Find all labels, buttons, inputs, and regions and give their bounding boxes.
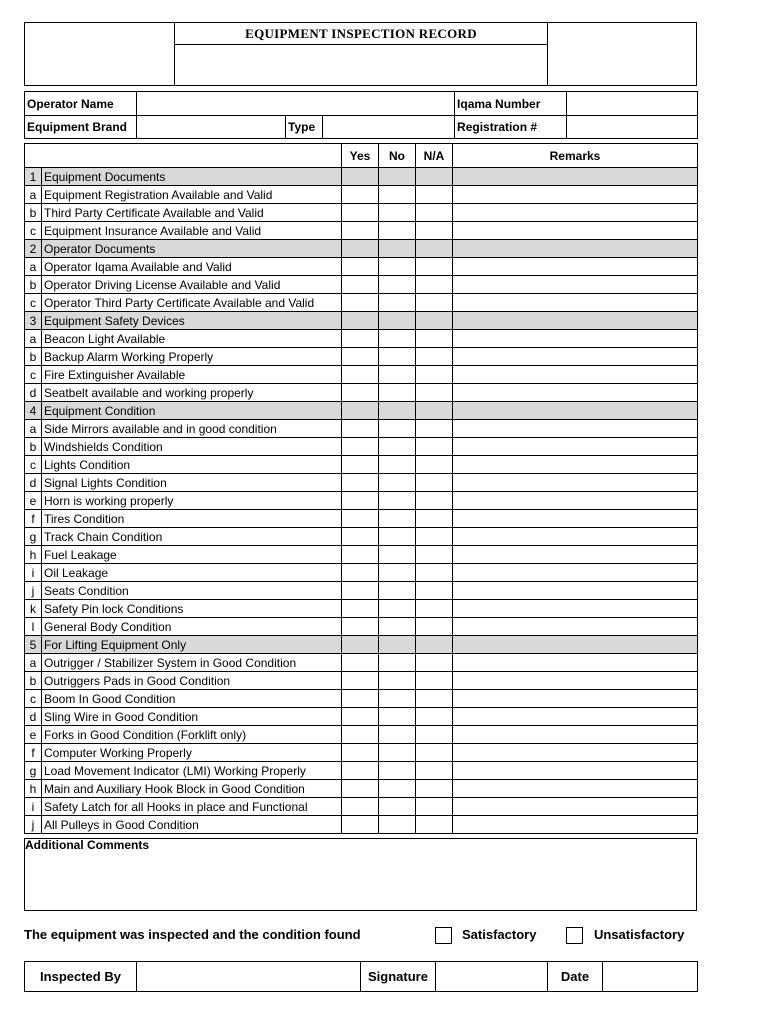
col-remarks-header: Remarks — [453, 144, 698, 168]
yes-cell[interactable] — [342, 672, 379, 690]
item-number: h — [25, 546, 42, 564]
inspected-by-field[interactable] — [137, 962, 361, 992]
no-cell[interactable] — [379, 186, 416, 204]
na-cell[interactable] — [416, 744, 453, 762]
col-no-header: No — [379, 144, 416, 168]
na-cell[interactable] — [416, 690, 453, 708]
yes-cell[interactable] — [342, 816, 379, 834]
item-text: Seatbelt available and working properly — [42, 384, 342, 402]
remarks-cell — [453, 636, 698, 654]
header-right-area — [547, 23, 548, 85]
item-text: Fire Extinguisher Available — [42, 366, 342, 384]
item-text: Lights Condition — [42, 456, 342, 474]
remarks-cell[interactable] — [453, 474, 698, 492]
item-text: Third Party Certificate Available and Valid — [42, 204, 342, 222]
item-text: Equipment Registration Available and Valid — [42, 186, 342, 204]
unsatisfactory-checkbox[interactable] — [566, 927, 583, 944]
inspection-checklist-table — [24, 143, 698, 834]
registration-label: Registration # — [455, 116, 567, 139]
checklist-row — [25, 618, 698, 636]
remarks-cell — [453, 312, 698, 330]
remarks-cell[interactable] — [453, 294, 698, 312]
checklist-row — [25, 708, 698, 726]
satisfactory-label: Satisfactory — [462, 927, 537, 942]
yes-cell[interactable] — [342, 798, 379, 816]
na-cell[interactable] — [416, 276, 453, 294]
item-number: a — [25, 186, 42, 204]
no-cell[interactable] — [379, 222, 416, 240]
header-block — [24, 22, 697, 86]
item-text: Outrigger / Stabilizer System in Good Condition — [42, 654, 342, 672]
no-cell[interactable] — [379, 384, 416, 402]
col-yes-header: Yes — [342, 144, 379, 168]
item-number: a — [25, 330, 42, 348]
checklist-row — [25, 600, 698, 618]
no-cell — [379, 240, 416, 258]
item-text: Oil Leakage — [42, 564, 342, 582]
type-label: Type — [286, 116, 323, 139]
yes-cell[interactable] — [342, 708, 379, 726]
item-number: g — [25, 528, 42, 546]
checklist-row — [25, 186, 698, 204]
item-number: d — [25, 708, 42, 726]
operator-name-label: Operator Name — [25, 92, 137, 116]
remarks-cell[interactable] — [453, 708, 698, 726]
no-cell[interactable] — [379, 330, 416, 348]
no-cell — [379, 312, 416, 330]
yes-cell[interactable] — [342, 564, 379, 582]
no-cell[interactable] — [379, 420, 416, 438]
item-number: d — [25, 384, 42, 402]
checklist-row — [25, 528, 698, 546]
yes-cell[interactable] — [342, 348, 379, 366]
item-number: c — [25, 222, 42, 240]
yes-cell[interactable] — [342, 222, 379, 240]
remarks-cell[interactable] — [453, 348, 698, 366]
checklist-row — [25, 672, 698, 690]
na-cell[interactable] — [416, 258, 453, 276]
remarks-cell[interactable] — [453, 672, 698, 690]
yes-cell[interactable] — [342, 456, 379, 474]
item-number: b — [25, 204, 42, 222]
remarks-cell[interactable] — [453, 744, 698, 762]
item-number: i — [25, 564, 42, 582]
checklist-row — [25, 384, 698, 402]
no-cell[interactable] — [379, 294, 416, 312]
additional-comments-label: Additional Comments — [25, 838, 150, 852]
item-number: b — [25, 276, 42, 294]
remarks-cell — [453, 240, 698, 258]
na-cell[interactable] — [416, 528, 453, 546]
checklist-row — [25, 744, 698, 762]
remarks-cell[interactable] — [453, 618, 698, 636]
na-cell[interactable] — [416, 654, 453, 672]
remarks-cell[interactable] — [453, 546, 698, 564]
item-number: 4 — [25, 402, 42, 420]
item-text: Backup Alarm Working Properly — [42, 348, 342, 366]
no-cell[interactable] — [379, 654, 416, 672]
item-text: Windshields Condition — [42, 438, 342, 456]
satisfactory-checkbox[interactable] — [435, 927, 452, 944]
checklist-row — [25, 762, 698, 780]
remarks-cell[interactable] — [453, 564, 698, 582]
item-text: Boom In Good Condition — [42, 690, 342, 708]
yes-cell[interactable] — [342, 186, 379, 204]
item-text: Operator Third Party Certificate Available and Valid — [42, 294, 342, 312]
checklist-row — [25, 690, 698, 708]
item-text: Computer Working Properly — [42, 744, 342, 762]
na-cell[interactable] — [416, 492, 453, 510]
na-cell[interactable] — [416, 222, 453, 240]
item-text: Operator Iqama Available and Valid — [42, 258, 342, 276]
checklist-row — [25, 204, 698, 222]
na-cell[interactable] — [416, 474, 453, 492]
na-cell[interactable] — [416, 384, 453, 402]
item-number: g — [25, 762, 42, 780]
section-title: Operator Documents — [42, 240, 342, 258]
checklist-row — [25, 474, 698, 492]
no-cell[interactable] — [379, 204, 416, 222]
item-number: c — [25, 366, 42, 384]
additional-comments-box[interactable] — [24, 838, 697, 911]
remarks-cell[interactable] — [453, 600, 698, 618]
item-text: Track Chain Condition — [42, 528, 342, 546]
na-cell[interactable] — [416, 798, 453, 816]
item-number: f — [25, 744, 42, 762]
no-cell[interactable] — [379, 708, 416, 726]
checklist-row — [25, 420, 698, 438]
item-number: b — [25, 348, 42, 366]
item-text: General Body Condition — [42, 618, 342, 636]
checklist-row — [25, 258, 698, 276]
item-text: Horn is working properly — [42, 492, 342, 510]
iqama-number-field[interactable] — [567, 92, 698, 116]
item-number: j — [25, 582, 42, 600]
remarks-cell[interactable] — [453, 276, 698, 294]
yes-cell[interactable] — [342, 384, 379, 402]
item-number: b — [25, 438, 42, 456]
no-cell[interactable] — [379, 762, 416, 780]
item-number: i — [25, 798, 42, 816]
yes-cell — [342, 240, 379, 258]
remarks-cell[interactable] — [453, 258, 698, 276]
no-cell[interactable] — [379, 276, 416, 294]
checklist-row — [25, 348, 698, 366]
remarks-cell[interactable] — [453, 438, 698, 456]
checklist-row — [25, 510, 698, 528]
na-cell[interactable] — [416, 726, 453, 744]
checklist-row — [25, 330, 698, 348]
yes-cell[interactable] — [342, 330, 379, 348]
item-text: Safety Latch for all Hooks in place and Functional — [42, 798, 342, 816]
no-cell[interactable] — [379, 582, 416, 600]
section-row — [25, 312, 698, 330]
condition-statement: The equipment was inspected and the condition found — [24, 927, 361, 942]
na-cell[interactable] — [416, 294, 453, 312]
no-cell[interactable] — [379, 780, 416, 798]
checklist-rows — [25, 168, 698, 834]
signature-label: Signature — [361, 962, 436, 992]
na-cell[interactable] — [416, 420, 453, 438]
na-cell[interactable] — [416, 204, 453, 222]
yes-cell[interactable] — [342, 726, 379, 744]
item-text: Tires Condition — [42, 510, 342, 528]
item-text: All Pulleys in Good Condition — [42, 816, 342, 834]
checklist-row — [25, 366, 698, 384]
checklist-row — [25, 546, 698, 564]
date-label: Date — [548, 962, 603, 992]
checklist-row — [25, 438, 698, 456]
operator-info-table — [24, 91, 698, 139]
item-text: Load Movement Indicator (LMI) Working Properly — [42, 762, 342, 780]
checklist-row — [25, 456, 698, 474]
item-text: Seats Condition — [42, 582, 342, 600]
item-number: 2 — [25, 240, 42, 258]
yes-cell[interactable] — [342, 546, 379, 564]
item-text: Outriggers Pads in Good Condition — [42, 672, 342, 690]
remarks-cell[interactable] — [453, 816, 698, 834]
yes-cell[interactable] — [342, 780, 379, 798]
yes-cell[interactable] — [342, 294, 379, 312]
inspected-by-label: Inspected By — [25, 962, 137, 992]
na-cell[interactable] — [416, 582, 453, 600]
item-number: a — [25, 420, 42, 438]
signoff-table — [24, 961, 698, 992]
na-cell — [416, 312, 453, 330]
yes-cell[interactable] — [342, 654, 379, 672]
item-text: Operator Driving License Available and Valid — [42, 276, 342, 294]
yes-cell[interactable] — [342, 366, 379, 384]
no-cell[interactable] — [379, 474, 416, 492]
section-title: Equipment Safety Devices — [42, 312, 342, 330]
item-number: h — [25, 780, 42, 798]
no-cell — [379, 402, 416, 420]
checklist-header-blank — [25, 144, 342, 168]
item-text: Fuel Leakage — [42, 546, 342, 564]
na-cell[interactable] — [416, 600, 453, 618]
section-row — [25, 240, 698, 258]
no-cell — [379, 168, 416, 186]
checklist-row — [25, 798, 698, 816]
item-number: c — [25, 294, 42, 312]
na-cell[interactable] — [416, 546, 453, 564]
remarks-cell[interactable] — [453, 186, 698, 204]
item-number: f — [25, 510, 42, 528]
remarks-cell — [453, 402, 698, 420]
section-title: Equipment Documents — [42, 168, 342, 186]
no-cell[interactable] — [379, 258, 416, 276]
yes-cell — [342, 636, 379, 654]
yes-cell — [342, 402, 379, 420]
item-text: Safety Pin lock Conditions — [42, 600, 342, 618]
remarks-cell[interactable] — [453, 798, 698, 816]
item-number: c — [25, 456, 42, 474]
yes-cell[interactable] — [342, 492, 379, 510]
item-number: e — [25, 492, 42, 510]
item-number: b — [25, 672, 42, 690]
section-title: For Lifting Equipment Only — [42, 636, 342, 654]
item-number: 1 — [25, 168, 42, 186]
no-cell[interactable] — [379, 528, 416, 546]
no-cell[interactable] — [379, 690, 416, 708]
na-cell[interactable] — [416, 618, 453, 636]
col-na-header: N/A — [416, 144, 453, 168]
remarks-cell[interactable] — [453, 384, 698, 402]
no-cell[interactable] — [379, 510, 416, 528]
no-cell[interactable] — [379, 492, 416, 510]
remarks-cell[interactable] — [453, 654, 698, 672]
item-text: Side Mirrors available and in good condition — [42, 420, 342, 438]
na-cell — [416, 636, 453, 654]
form-title: EQUIPMENT INSPECTION RECORD — [175, 23, 547, 45]
na-cell[interactable] — [416, 780, 453, 798]
yes-cell — [342, 168, 379, 186]
checklist-row — [25, 276, 698, 294]
equipment-brand-label: Equipment Brand — [25, 116, 137, 139]
yes-cell — [342, 312, 379, 330]
na-cell[interactable] — [416, 510, 453, 528]
item-text: Main and Auxiliary Hook Block in Good Condition — [42, 780, 342, 798]
item-number: a — [25, 654, 42, 672]
checklist-row — [25, 222, 698, 240]
equipment-brand-field[interactable] — [137, 116, 286, 139]
remarks-cell[interactable] — [453, 420, 698, 438]
no-cell[interactable] — [379, 348, 416, 366]
checklist-row — [25, 816, 698, 834]
no-cell[interactable] — [379, 672, 416, 690]
yes-cell[interactable] — [342, 204, 379, 222]
registration-field[interactable] — [567, 116, 698, 139]
item-number: l — [25, 618, 42, 636]
unsatisfactory-label: Unsatisfactory — [594, 927, 685, 942]
remarks-cell[interactable] — [453, 762, 698, 780]
operator-name-field[interactable] — [137, 92, 455, 116]
date-field[interactable] — [603, 962, 698, 992]
yes-cell[interactable] — [342, 258, 379, 276]
yes-cell[interactable] — [342, 690, 379, 708]
no-cell[interactable] — [379, 564, 416, 582]
type-field[interactable] — [323, 116, 455, 139]
item-number: a — [25, 258, 42, 276]
yes-cell[interactable] — [342, 510, 379, 528]
no-cell[interactable] — [379, 600, 416, 618]
yes-cell[interactable] — [342, 276, 379, 294]
yes-cell[interactable] — [342, 744, 379, 762]
no-cell[interactable] — [379, 546, 416, 564]
checklist-row — [25, 492, 698, 510]
no-cell[interactable] — [379, 726, 416, 744]
na-cell[interactable] — [416, 438, 453, 456]
no-cell[interactable] — [379, 744, 416, 762]
section-row — [25, 168, 698, 186]
no-cell[interactable] — [379, 618, 416, 636]
na-cell[interactable] — [416, 330, 453, 348]
item-number: 5 — [25, 636, 42, 654]
yes-cell[interactable] — [342, 438, 379, 456]
remarks-cell[interactable] — [453, 222, 698, 240]
yes-cell[interactable] — [342, 420, 379, 438]
section-row — [25, 636, 698, 654]
yes-cell[interactable] — [342, 528, 379, 546]
item-text: Equipment Insurance Available and Valid — [42, 222, 342, 240]
item-text: Beacon Light Available — [42, 330, 342, 348]
item-text: Sling Wire in Good Condition — [42, 708, 342, 726]
remarks-cell[interactable] — [453, 690, 698, 708]
no-cell[interactable] — [379, 798, 416, 816]
checklist-row — [25, 582, 698, 600]
remarks-cell[interactable] — [453, 726, 698, 744]
no-cell — [379, 636, 416, 654]
remarks-cell — [453, 168, 698, 186]
no-cell[interactable] — [379, 438, 416, 456]
yes-cell[interactable] — [342, 600, 379, 618]
remarks-cell[interactable] — [453, 582, 698, 600]
no-cell[interactable] — [379, 366, 416, 384]
checklist-row — [25, 780, 698, 798]
item-text: Forks in Good Condition (Forklift only) — [42, 726, 342, 744]
item-number: j — [25, 816, 42, 834]
remarks-cell[interactable] — [453, 528, 698, 546]
na-cell[interactable] — [416, 762, 453, 780]
remarks-cell[interactable] — [453, 204, 698, 222]
remarks-cell[interactable] — [453, 510, 698, 528]
na-cell[interactable] — [416, 366, 453, 384]
checklist-row — [25, 654, 698, 672]
remarks-cell[interactable] — [453, 492, 698, 510]
yes-cell[interactable] — [342, 618, 379, 636]
item-text: Signal Lights Condition — [42, 474, 342, 492]
na-cell[interactable] — [416, 456, 453, 474]
item-number: e — [25, 726, 42, 744]
section-row — [25, 402, 698, 420]
yes-cell[interactable] — [342, 762, 379, 780]
na-cell — [416, 240, 453, 258]
item-number: k — [25, 600, 42, 618]
na-cell[interactable] — [416, 348, 453, 366]
na-cell — [416, 168, 453, 186]
item-number: c — [25, 690, 42, 708]
no-cell[interactable] — [379, 816, 416, 834]
section-title: Equipment Condition — [42, 402, 342, 420]
na-cell — [416, 402, 453, 420]
na-cell[interactable] — [416, 564, 453, 582]
yes-cell[interactable] — [342, 474, 379, 492]
checklist-row — [25, 294, 698, 312]
checklist-row — [25, 726, 698, 744]
remarks-cell[interactable] — [453, 456, 698, 474]
item-number: 3 — [25, 312, 42, 330]
na-cell[interactable] — [416, 186, 453, 204]
remarks-cell[interactable] — [453, 330, 698, 348]
na-cell[interactable] — [416, 816, 453, 834]
item-number: d — [25, 474, 42, 492]
remarks-cell[interactable] — [453, 780, 698, 798]
na-cell[interactable] — [416, 708, 453, 726]
checklist-row — [25, 564, 698, 582]
iqama-number-label: Iqama Number — [455, 92, 567, 116]
na-cell[interactable] — [416, 672, 453, 690]
signature-field[interactable] — [436, 962, 548, 992]
no-cell[interactable] — [379, 456, 416, 474]
remarks-cell[interactable] — [453, 366, 698, 384]
yes-cell[interactable] — [342, 582, 379, 600]
